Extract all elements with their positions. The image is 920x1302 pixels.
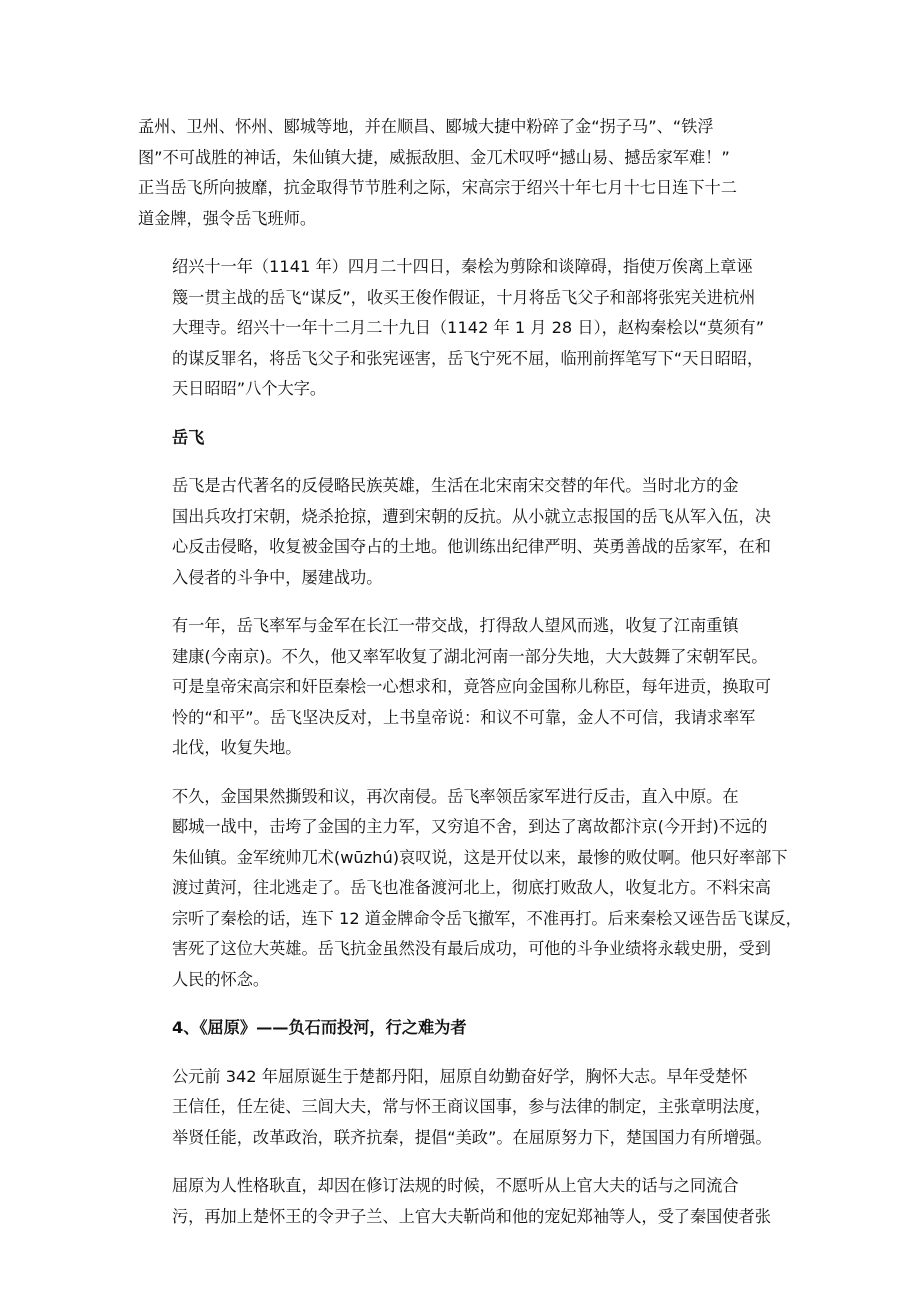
section-heading bbox=[138, 1013, 798, 1044]
text-line: 举贤任能，改革政治，联齐抗秦，提倡“美政”。在屈原努力下，楚国国力有所增强。 bbox=[172, 1127, 772, 1147]
text-line: 害死了这位大英雄。岳飞抗金虽然没有最后成功，可他的斗争业绩将永载史册，受到 bbox=[172, 939, 771, 958]
text-line: 绍兴十一年（1141 年）四月二十四日，秦桧为剪除和谈障碍，指使万俟离上章诬 bbox=[172, 257, 753, 276]
text-line: 宗听了秦桧的话，连下 12 道金牌命令岳飞撤军，不准再打。后来秦桧又诬告岳飞谋反， bbox=[172, 908, 802, 928]
text-line: 有一年，岳飞率军与金军在长江一带交战，打得敌人望风而逃，收复了江南重镇 bbox=[172, 616, 739, 635]
body-paragraph bbox=[138, 1171, 798, 1232]
text-line: 道金牌，强令岳飞班师。 bbox=[138, 208, 317, 228]
text-line: 可是皇帝宋高宗和奸臣秦桧一心想求和，竟答应向金国称儿称臣，每年进贡，换取可 bbox=[172, 677, 771, 696]
text-line: 孟州、卫州、怀州、郾城等地，并在顺昌、郾城大捷中粉碎了金“拐子马”、“铁浮 bbox=[138, 117, 714, 136]
text-line: 图”不可战胜的神话，朱仙镇大捷，威振敌胆、金兀术叹呼“撼山易、撼岳家军难！” bbox=[138, 147, 730, 167]
text-line: 不久，金国果然撕毁和议，再次南侵。岳飞率领岳家军进行反击，直入中原。在 bbox=[172, 786, 739, 806]
text-line: 的谋反罪名，将岳飞父子和张宪诬害，岳飞宁死不屈，临刑前挥笔写下“天日昭昭， bbox=[172, 348, 764, 368]
text-line: 渡过黄河，往北逃走了。岳飞也准备渡河北上，彻底打败敌人，收复北方。不料宋高 bbox=[172, 878, 771, 897]
text-line: 郾城一战中，击垮了金国的主力军，又穷追不舍，到达了离故都汴京(今开封)不远的 bbox=[172, 817, 768, 836]
text-line: 屈原为人性格耿直，却因在修订法规的时候，不愿听从上官大夫的话与之同流合 bbox=[172, 1176, 739, 1195]
text-line: 建康(今南京)。不久，他又率军收复了湖北河南一部分失地，大大鼓舞了宋朝军民。 bbox=[172, 646, 768, 666]
text-line: 北伐，收复失地。 bbox=[172, 738, 302, 757]
text-line: 朱仙镇。金军统帅兀术(wūzhú)哀叹说，这是开仗以来，最惨的败仗啊。他只好率部下 bbox=[172, 847, 788, 867]
section-heading bbox=[138, 423, 798, 454]
body-paragraph bbox=[138, 1062, 798, 1154]
text-line: 污，再加上楚怀王的令尹子兰、上官大夫靳尚和他的宠妃郑袖等人，受了秦国使者张 bbox=[172, 1206, 771, 1226]
text-line: 篾一贯主战的岳飞“谋反”，收买王俊作假证，十月将岳飞父子和部将张宪关进杭州 bbox=[172, 287, 756, 307]
text-line: 岳飞是古代著名的反侵略民族英雄，生活在北宋南宋交替的年代。当时北方的金 bbox=[172, 476, 739, 495]
text-line: 4、《屈原》——负石而投河，行之难为者 bbox=[172, 1018, 467, 1037]
body-paragraph bbox=[138, 611, 798, 764]
text-line: 天日昭昭”八个大字。 bbox=[172, 379, 327, 398]
text-line: 公元前 342 年屈原诞生于楚都丹阳，屈原自幼勤奋好学，胸怀大志。早年受楚怀 bbox=[172, 1066, 748, 1086]
text-line: 人民的怀念。 bbox=[172, 969, 270, 989]
text-line: 岳飞 bbox=[172, 427, 205, 447]
body-paragraph bbox=[138, 112, 798, 234]
document-page bbox=[138, 112, 802, 1250]
text-line: 大理寺。绍兴十一年十二月二十九日（1142 年 1 月 28 日），赵构秦桧以“莫须有” bbox=[172, 318, 765, 337]
body-paragraph bbox=[138, 782, 802, 996]
text-line: 正当岳飞所向披靡，抗金取得节节胜利之际，宋高宗于绍兴十年七月十七日连下十二 bbox=[138, 178, 737, 197]
body-paragraph bbox=[138, 471, 798, 593]
text-line: 国出兵攻打宋朝，烧杀抢掠，遭到宋朝的反抗。从小就立志报国的岳飞从军入伍，决 bbox=[172, 506, 771, 526]
text-line: 心反击侵略，收复被金国夺占的土地。他训练出纪律严明、英勇善战的岳家军，在和 bbox=[172, 537, 771, 556]
body-paragraph bbox=[138, 252, 798, 405]
text-line: 入侵者的斗争中，屡建战功。 bbox=[172, 567, 383, 587]
text-line: 怜的“和平”。岳飞坚决反对，上书皇帝说：和议不可靠，金人不可信，我请求率军 bbox=[172, 707, 756, 727]
text-line: 王信任，任左徒、三闾大夫，常与怀王商议国事，参与法律的制定，主张章明法度， bbox=[172, 1097, 771, 1116]
